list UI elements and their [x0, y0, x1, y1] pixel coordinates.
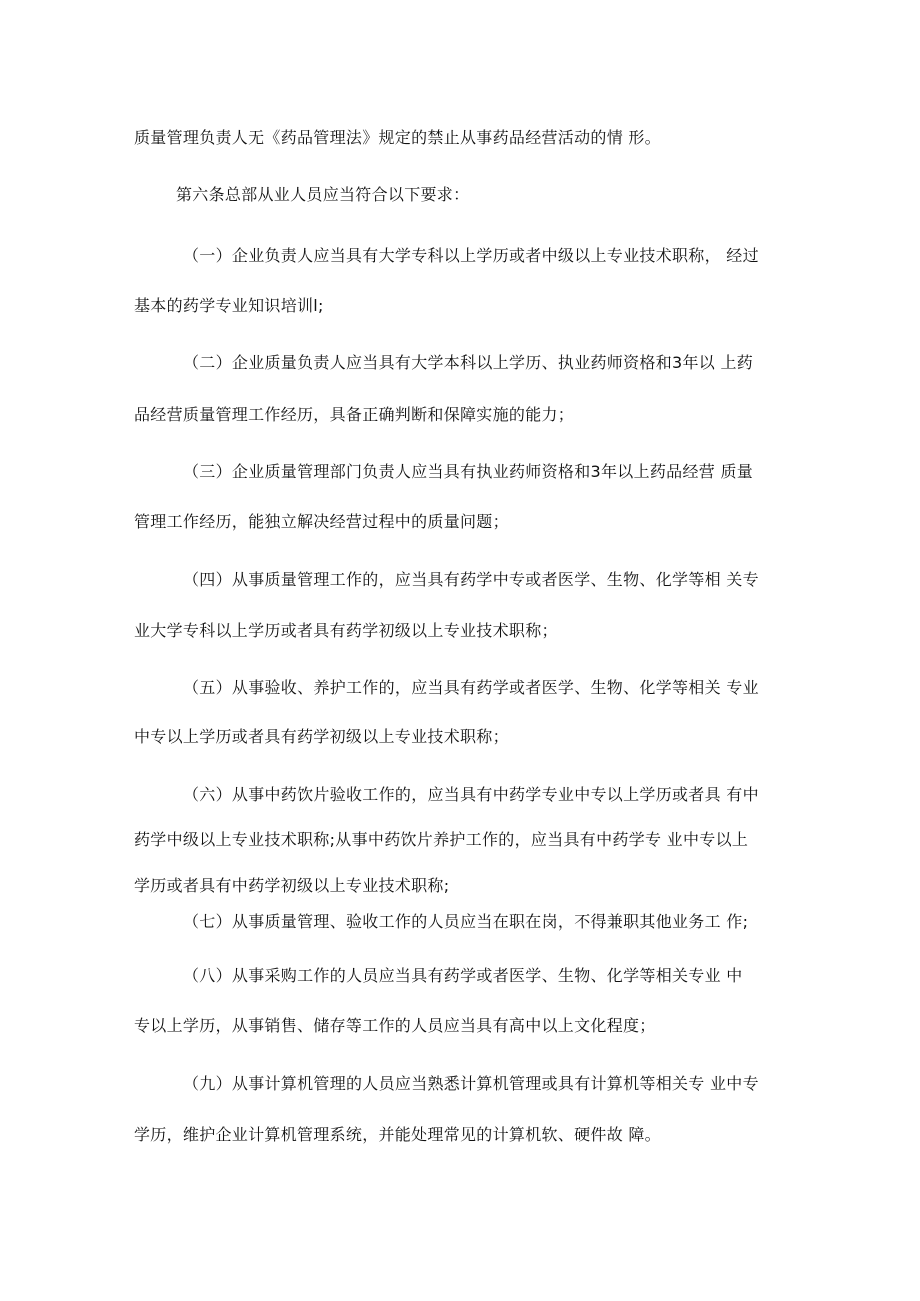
text-line-9: （四）从事质量管理工作的，应当具有药学中专或者医学、生物、化学等相 关专	[183, 570, 759, 589]
text-line-11: （五）从事验收、养护工作的，应当具有药学或者医学、生物、化学等相关 专业	[183, 678, 759, 697]
text-line-13: （六）从事中药饮片验收工作的，应当具有中药学专业中专以上学历或者具 有中	[183, 785, 759, 804]
text-line-17: （八）从事采购工作的人员应当具有药学或者医学、生物、化学等相关专业 中	[183, 966, 743, 985]
text-line-15: 学历或者具有中药学初级以上专业技术职称;	[134, 876, 450, 895]
text-line-12: 中专以上学历或者具有药学初级以上专业技术职称；	[134, 727, 509, 746]
text-line-3: （一）企业负责人应当具有大学专科以上学历或者中级以上专业技术职称， 经过	[183, 246, 759, 265]
text-line-7: （三）企业质量管理部门负责人应当具有执业药师资格和3年以上药品经营 质量	[183, 462, 754, 481]
text-line-2: 第六条总部从业人员应当符合以下要求：	[176, 185, 470, 204]
text-line-19: （九）从事计算机管理的人员应当熟悉计算机管理或具有计算机等相关专 业中专	[183, 1074, 759, 1093]
text-line-8: 管理工作经历，能独立解决经营过程中的质量问题；	[134, 512, 509, 531]
text-line-1: 质量管理负责人无《药品管理法》规定的禁止从事药品经营活动的情 形。	[134, 128, 661, 147]
text-line-10: 业大学专科以上学历或者具有药学初级以上专业技术职称；	[134, 621, 558, 640]
text-line-20: 学历，维护企业计算机管理系统，并能处理常见的计算机软、硬件故 障。	[134, 1125, 661, 1144]
text-line-6: 品经营质量管理工作经历，具备正确判断和保障实施的能力；	[134, 405, 575, 424]
text-line-14: 药学中级以上专业技术职称;从事中药饮片养护工作的，应当具有中药学专 业中专以上	[134, 830, 749, 849]
text-line-18: 专以上学历，从事销售、储存等工作的人员应当具有高中以上文化程度；	[134, 1016, 656, 1035]
text-line-16: （七）从事质量管理、验收工作的人员应当在职在岗，不得兼职其他业务工 作;	[183, 912, 749, 931]
text-line-5: （二）企业质量负责人应当具有大学本科以上学历、执业药师资格和3年以 上药	[183, 353, 754, 372]
text-line-4: 基本的药学专业知识培训l;	[134, 296, 324, 315]
